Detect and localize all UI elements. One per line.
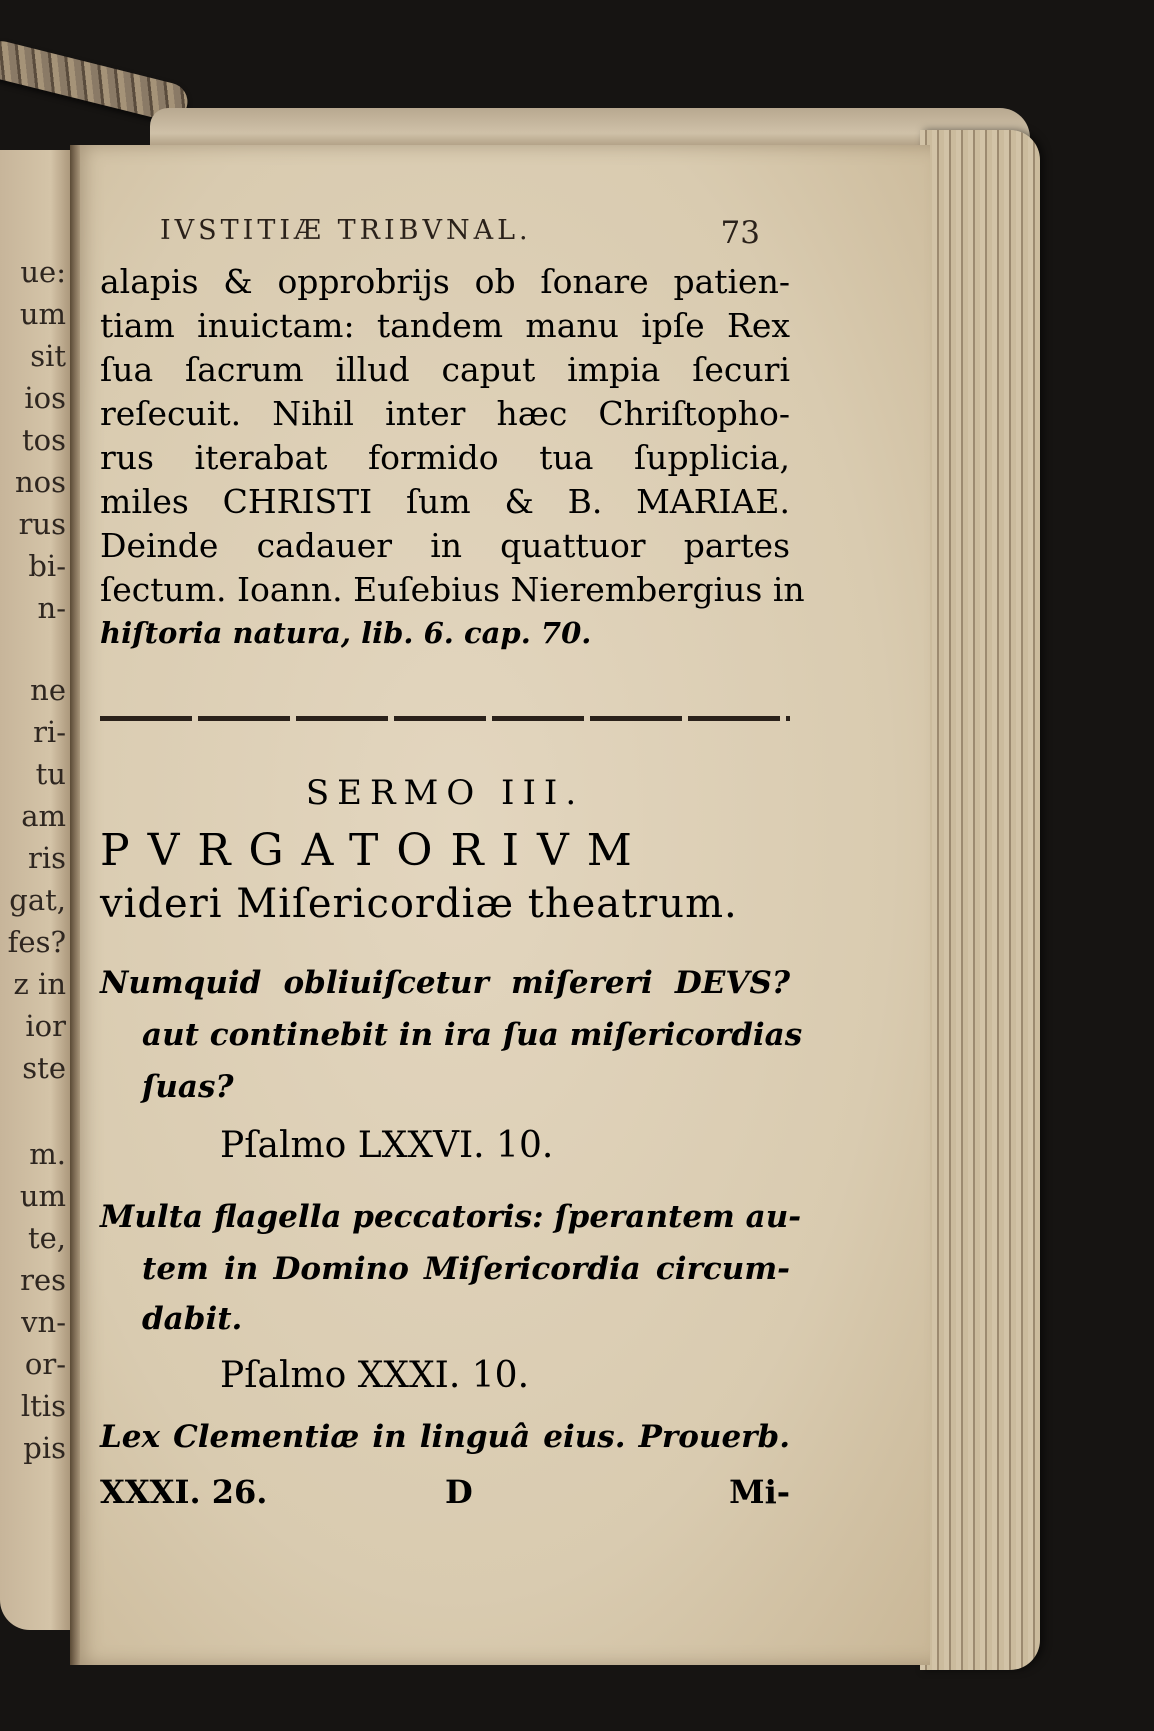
scripture-quote: tem in Domino Miſericordia circum-	[142, 1251, 790, 1287]
signature-mark: D	[445, 1473, 473, 1511]
page-number: 73	[720, 215, 760, 251]
left-fragment: ios	[24, 381, 66, 415]
left-fragment: ste	[22, 1051, 66, 1085]
body-line: miles CHRISTI ſum & B. MARIAE.	[100, 482, 790, 521]
running-header	[160, 215, 760, 255]
left-fragment: n-	[37, 591, 66, 625]
catchword: Mi-	[729, 1473, 790, 1511]
page-stack-edge	[920, 130, 1040, 1670]
footer-reference: XXXI. 26.	[100, 1473, 268, 1511]
body-line: tiam inuictam: tandem manu ipſe Rex	[100, 306, 790, 345]
scripture-quote: ſuas?	[142, 1069, 234, 1105]
left-fragment: or-	[24, 1347, 66, 1381]
body-line: alapis & opprobrijs ob ſonare patien-	[100, 262, 790, 301]
section-rule	[100, 716, 790, 721]
scripture-quote: aut continebit in ira ſua miſericordias	[142, 1017, 803, 1053]
citation-line: hiſtoria natura, lib. 6. cap. 70.	[100, 616, 592, 650]
running-title: IVSTITIÆ TRIBVNAL.	[160, 215, 532, 246]
left-fragment: tos	[22, 423, 66, 457]
sermon-title: PVRGATORIVM	[100, 825, 650, 876]
gutter-shadow	[70, 145, 80, 1665]
left-fragment: sit	[30, 339, 66, 373]
scripture-quote: Multa flagella peccatoris: ſperantem au-	[100, 1199, 802, 1235]
left-fragment: m.	[29, 1137, 66, 1171]
left-fragment: ris	[27, 841, 66, 875]
scripture-reference: Pſalmo LXXVI. 10.	[220, 1125, 554, 1166]
left-fragment: ue:	[20, 255, 66, 289]
left-fragment: bi-	[28, 549, 66, 583]
scripture-quote: dabit.	[142, 1301, 243, 1337]
left-fragment: ne	[30, 673, 66, 707]
facing-page-fragment	[0, 150, 72, 1630]
left-fragment: te,	[27, 1221, 66, 1255]
left-fragment: tu	[35, 757, 66, 791]
left-fragment: um	[19, 297, 66, 331]
body-line: ſua ſacrum illud caput impia ſecuri	[100, 350, 790, 389]
sermon-subtitle: videri Miſericordiæ theatrum.	[100, 881, 738, 927]
left-fragment: vn-	[21, 1305, 66, 1339]
sermo-heading: SERMO III.	[305, 773, 585, 813]
left-fragment: fes?	[7, 925, 66, 959]
scripture-reference: Pſalmo XXXI. 10.	[220, 1355, 530, 1396]
left-fragment: rus	[18, 507, 66, 541]
scripture-quote: Numquid obliuiſcetur miſereri DEVS?	[100, 965, 790, 1001]
left-fragment: z in	[13, 967, 66, 1001]
left-fragment: nos	[14, 465, 66, 499]
left-fragment: ri-	[33, 715, 66, 749]
left-fragment: gat,	[9, 883, 66, 917]
left-fragment: am	[21, 799, 66, 833]
book-top-edge	[150, 108, 1030, 150]
body-line: ſectum. Ioann. Euſebius Nierembergius in	[100, 570, 805, 609]
left-fragment: pis	[23, 1431, 66, 1465]
body-line: Deinde cadauer in quattuor partes	[100, 526, 790, 565]
body-line: rus iterabat formido tua ſupplicia,	[100, 438, 790, 477]
body-line: reſecuit. Nihil inter hæc Chriſtopho-	[100, 394, 790, 433]
left-fragment: res	[20, 1263, 66, 1297]
scripture-quote: Lex Clementiæ in linguâ eius. Prouerb.	[100, 1419, 790, 1455]
left-fragment: ior	[25, 1009, 66, 1043]
left-fragment: um	[19, 1179, 66, 1213]
book-page	[70, 145, 930, 1665]
left-fragment: ltis	[20, 1389, 66, 1423]
